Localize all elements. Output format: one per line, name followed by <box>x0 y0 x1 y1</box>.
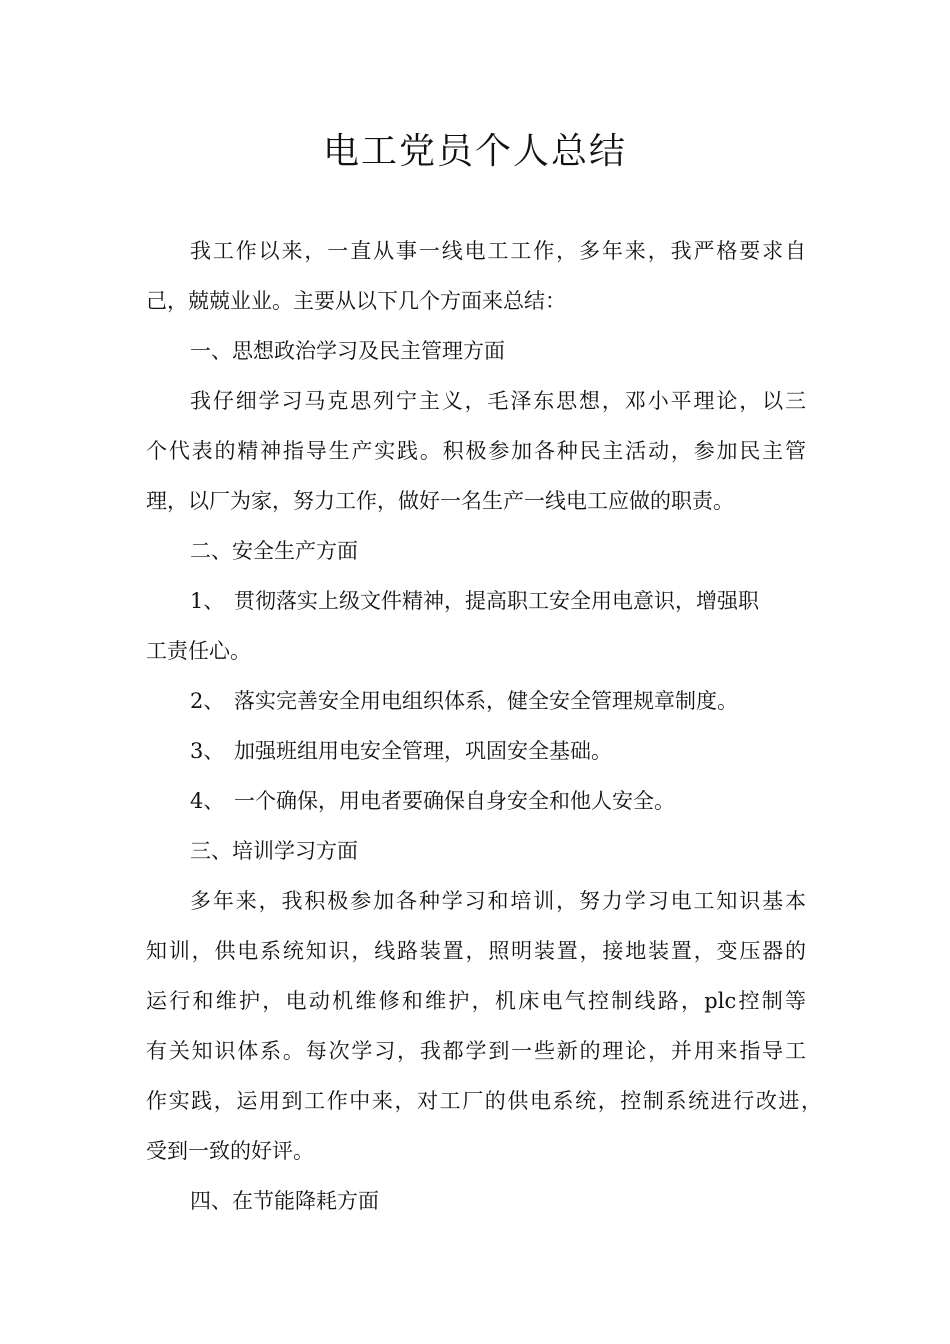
list-item-number: 2、 <box>190 689 225 713</box>
list-item <box>190 736 612 766</box>
paragraph-line: 理，以厂为家，努力工作，做好一名生产一线电工应做的职责。 <box>146 489 734 513</box>
section-heading: 一、思想政治学习及民主管理方面 <box>190 339 505 363</box>
paragraph-line: 作实践，运用到工作中来，对工厂的供电系统，控制系统进行改进， <box>146 1089 822 1113</box>
list-item-text: 加强班组用电安全管理，巩固安全基础。 <box>234 739 612 763</box>
list-item-text: 贯彻落实上级文件精神，提高职工安全用电意识，增强职 <box>234 589 759 613</box>
section-heading: 四、在节能降耗方面 <box>190 1189 379 1213</box>
section-heading: 二、安全生产方面 <box>190 539 358 563</box>
paragraph-line: 个代表的精神指导生产实践。积极参加各种民主活动，参加民主管 <box>146 439 806 463</box>
paragraph-line: 有关知识体系。每次学习，我都学到一些新的理论，并用来指导工 <box>146 1039 806 1063</box>
paragraph-line: 知训，供电系统知识，线路装置，照明装置，接地装置，变压器的 <box>146 939 806 963</box>
section-heading: 三、培训学习方面 <box>190 839 358 863</box>
list-item-continuation: 工责任心。 <box>146 639 251 663</box>
list-item <box>190 686 738 716</box>
list-item-number: 4、 <box>190 789 225 813</box>
document-title: 电工党员个人总结 <box>322 131 627 172</box>
list-item <box>190 586 759 616</box>
list-item-number: 1、 <box>190 589 225 613</box>
paragraph-line: 多年来，我积极参加各种学习和培训，努力学习电工知识基本 <box>190 889 806 913</box>
paragraph-line: 我仔细学习马克思列宁主义，毛泽东思想，邓小平理论，以三 <box>190 389 806 413</box>
paragraph-line: 受到一致的好评。 <box>146 1139 314 1163</box>
paragraph-line: 己，兢兢业业。主要从以下几个方面来总结： <box>146 289 566 313</box>
paragraph-line: 我工作以来，一直从事一线电工工作，多年来，我严格要求自 <box>190 239 806 263</box>
paragraph-line: 运行和维护，电动机维修和维护，机床电气控制线路，plc控制等 <box>146 989 806 1013</box>
list-item-number: 3、 <box>190 739 225 763</box>
list-item-text: 落实完善安全用电组织体系，健全安全管理规章制度。 <box>234 689 738 713</box>
list-item-text: 一个确保，用电者要确保自身安全和他人安全。 <box>234 789 675 813</box>
list-item <box>190 786 675 816</box>
